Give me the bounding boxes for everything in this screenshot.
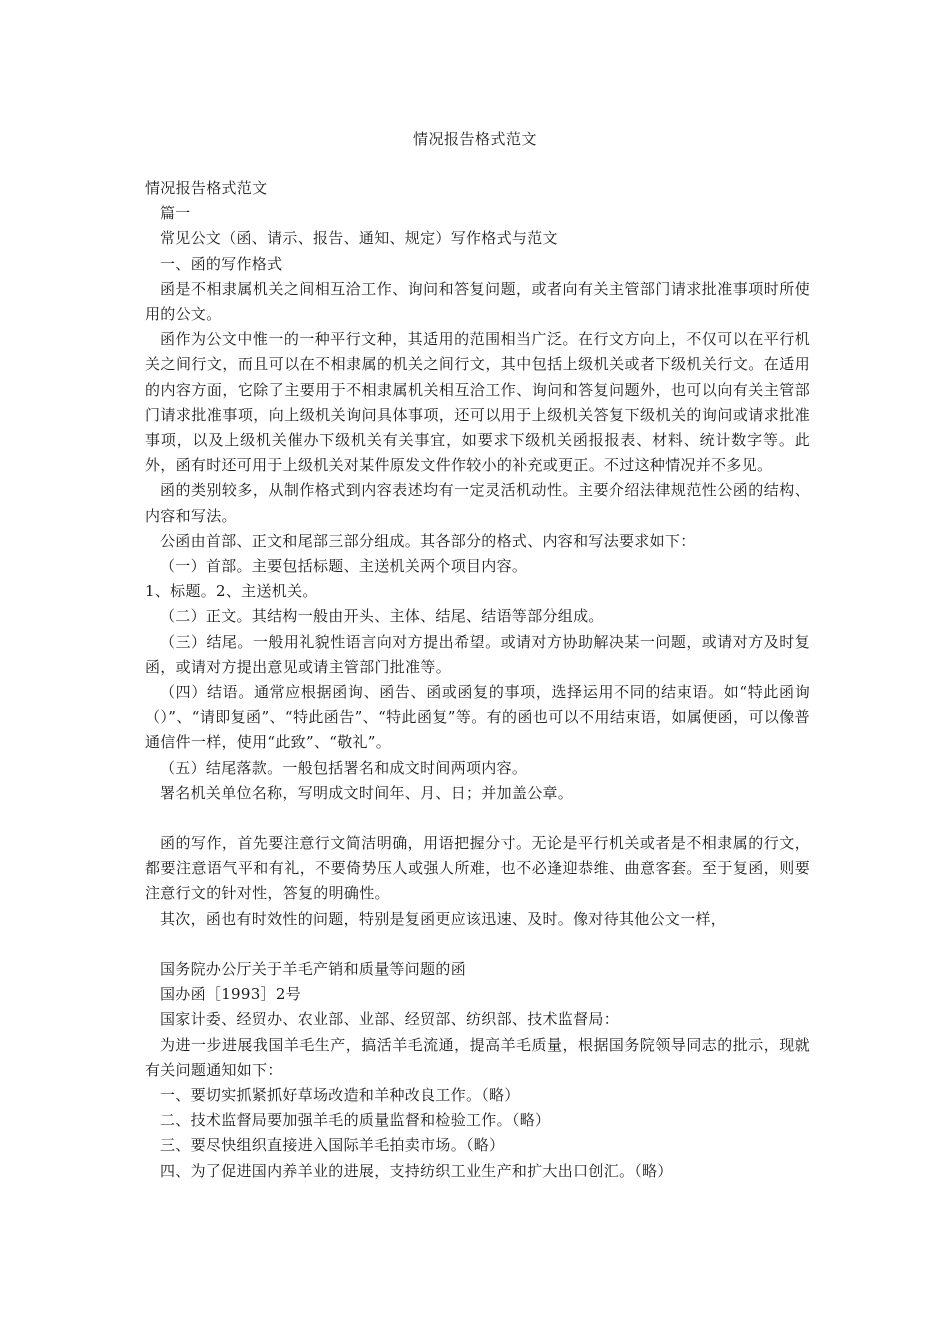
paragraph: 署名机关单位名称，写明成文时间年、月、日；并加盖公章。 xyxy=(160,783,574,802)
blank-line xyxy=(145,932,810,957)
list-item: （一）首部。主要包括标题、主送机关两个项目内容。 xyxy=(160,557,528,576)
document-number: 国办函［1993］2号 xyxy=(160,985,302,1004)
section-heading: 情况报告格式范文 xyxy=(145,179,268,197)
list-item: 三、要尽快组织直接进入国际羊毛拍卖市场。（略） xyxy=(160,1136,505,1155)
list-item: 四、为了促进国内养羊业的进展，支持纺织工业生产和扩大出口创汇。（略） xyxy=(160,1161,673,1180)
paragraph: 函的类别较多，从制作格式到内容表述均有一定灵活机动性。主要介绍法律规范性公函的结构、内容和写法。 xyxy=(145,481,810,525)
document-body xyxy=(145,176,810,1184)
paragraph: 函是不相隶属机关之间相互洽工作、询问和答复问题，或者向有关主管部门请求批准事项时所使用的公文。 xyxy=(145,279,810,324)
paragraph: 函作为公文中惟一的一种平行文种，其适用的范围相当广泛。在行文方向上，不仅可以在平行机关之间行文，而且可以在不相隶属的机关之间行文，其中包括上级机关或者下级机关行文。在适用的内容方面，它除了主要用于不相隶属机关相互洽工作、询问和答复问题外，也可以向有关主管部门请求批准事项，向上级机关询问具体事项，还可以用于上级机关答复下级机关的询问或请求批准事项，以及上级机关催办下级机关有关事宜，如要求下级机关函报报表、材料、统计数字等。此外，函有时还可用于上级机关对某件原发文件作较小的补充或更正。不过这种情况并不多见。 xyxy=(145,330,810,475)
paragraph: 公函由首部、正文和尾部三部分组成。其各部分的格式、内容和写法要求如下： xyxy=(160,531,696,550)
list-item: 一、要切实抓紧抓好草场改造和羊种改良工作。（略） xyxy=(160,1085,520,1104)
letter-title: 国务院办公厅关于羊毛产销和质量等问题的函 xyxy=(160,959,467,978)
part-label: 篇一 xyxy=(160,204,191,223)
recipients: 国家计委、经贸办、农业部、业部、经贸部、纺织部、技术监督局： xyxy=(160,1010,620,1029)
paragraph: 其次，函也有时效性的问题，特别是复函更应该迅速、及时。像对待其他公文一样， xyxy=(160,909,727,928)
list-item: （五）结尾落款。一般包括署名和成文时间两项内容。 xyxy=(160,758,528,777)
paragraph: 为进一步进展我国羊毛生产，搞活羊毛流通，提高羊毛质量，根据国务院领导同志的批示，现就有关问题通知如下： xyxy=(145,1035,810,1079)
list-item: 二、技术监督局要加强羊毛的质量监督和检验工作。（略） xyxy=(160,1111,551,1130)
article-title: 常见公文（函、请示、报告、通知、规定）写作格式与范文 xyxy=(160,229,558,248)
page-title: 情况报告格式范文 xyxy=(412,130,537,148)
blank-line xyxy=(145,806,810,831)
list-item: （二）正文。其结构一般由开头、主体、结尾、结语等部分组成。 xyxy=(160,607,604,626)
list-item: （四）结语。通常应根据函询、函告、函或函复的事项，选择运用不同的结束语。如“特此函询（）”、“请即复函”、“特此函告”、“特此函复”等。有的函也可以不用结束语，如属便函，可以像普通信件一样，使用“此致”、“敬礼”。 xyxy=(145,683,810,752)
list-item: 1、标题。2、主送机关。 xyxy=(145,582,318,601)
paragraph: 函的写作，首先要注意行文简洁明确，用语把握分寸。无论是平行机关或者是不相隶属的行文，都要注意语气平和有礼，不要倚势压人或强人所难，也不必逢迎恭维、曲意客套。至于复函，则要注意行文的针对性，答复的明确性。 xyxy=(145,834,810,903)
section-heading: 一、函的写作格式 xyxy=(160,254,283,273)
list-item: （三）结尾。一般用礼貌性语言向对方提出希望。或请对方协助解决某一问题，或请对方及时复函，或请对方提出意见或请主管部门批准等。 xyxy=(145,632,810,676)
